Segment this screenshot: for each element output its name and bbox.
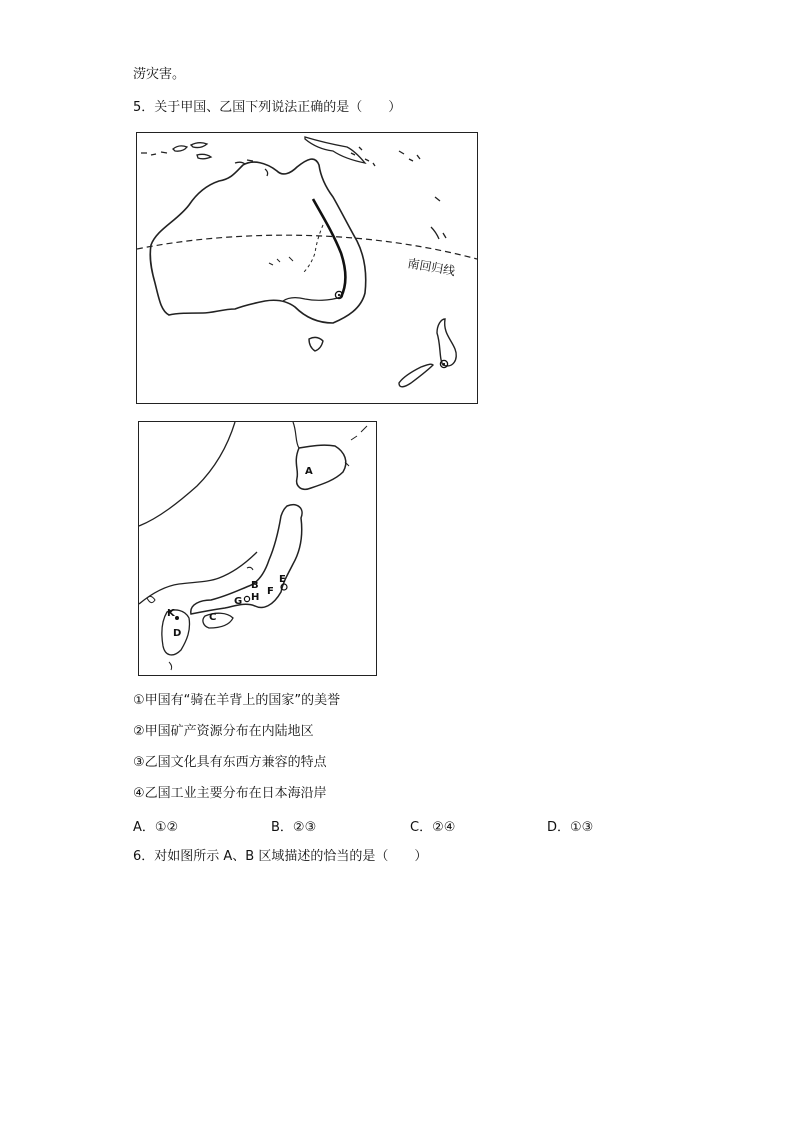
- asia-coast-north: [139, 422, 235, 526]
- japan-map-svg: [139, 422, 377, 676]
- new-zealand-north-island: [437, 319, 456, 366]
- option-b[interactable]: B．②③: [271, 820, 317, 835]
- kitakyushu-dot: [175, 616, 179, 620]
- option-a[interactable]: A．①②: [133, 820, 179, 835]
- canberra-dot: [338, 294, 340, 296]
- tropic-of-capricorn-line: [137, 235, 477, 259]
- label-c: C: [209, 612, 217, 623]
- answer-options: [133, 816, 693, 834]
- label-f: F: [267, 586, 274, 597]
- southern-island: [169, 662, 172, 670]
- label-e: E: [279, 574, 286, 585]
- hokkaido: [296, 445, 346, 489]
- label-d: D: [173, 628, 182, 639]
- sado-island: [247, 567, 253, 570]
- australia-map-svg: [137, 133, 478, 404]
- northern-islands: [141, 137, 446, 239]
- option-d[interactable]: D．①③: [547, 820, 594, 835]
- statement-2: ②甲国矿产资源分布在内陆地区: [133, 724, 314, 739]
- question-5: 5．关于甲国、乙国下列说法正确的是（ ）: [133, 100, 402, 115]
- label-a: A: [305, 466, 313, 477]
- continuation-text: 涝灾害。: [133, 67, 186, 82]
- nagoya-marker: [244, 596, 249, 601]
- wellington-dot: [443, 363, 445, 365]
- label-b: B: [251, 580, 259, 591]
- label-h: H: [251, 592, 260, 603]
- label-g: G: [234, 596, 243, 607]
- salt-lakes: [269, 257, 293, 265]
- kuril-islands: [345, 426, 367, 466]
- japan-map: [138, 421, 377, 676]
- new-zealand-south-island: [399, 364, 433, 387]
- australia-outline: [150, 159, 366, 323]
- korea-island: [147, 596, 155, 602]
- murray-river: [283, 297, 341, 301]
- statement-4: ④乙国工业主要分布在日本海沿岸: [133, 786, 327, 801]
- sakhalin: [293, 422, 299, 448]
- statement-3: ③乙国文化具有东西方兼容的特点: [133, 755, 327, 770]
- question-6: 6．对如图所示 A、B 区域描述的恰当的是（ ）: [133, 849, 428, 864]
- shikoku: [203, 613, 233, 628]
- label-k: K: [167, 608, 175, 619]
- australia-map: [136, 132, 478, 404]
- great-dividing-range: [313, 199, 346, 297]
- tasmania: [309, 337, 323, 351]
- statement-1: ①甲国有“骑在羊背上的国家”的美誉: [133, 693, 341, 708]
- inland-river: [303, 225, 323, 273]
- honshu: [191, 505, 302, 614]
- tropic-label: 南回归线: [406, 256, 457, 279]
- option-c[interactable]: C．②④: [410, 820, 456, 835]
